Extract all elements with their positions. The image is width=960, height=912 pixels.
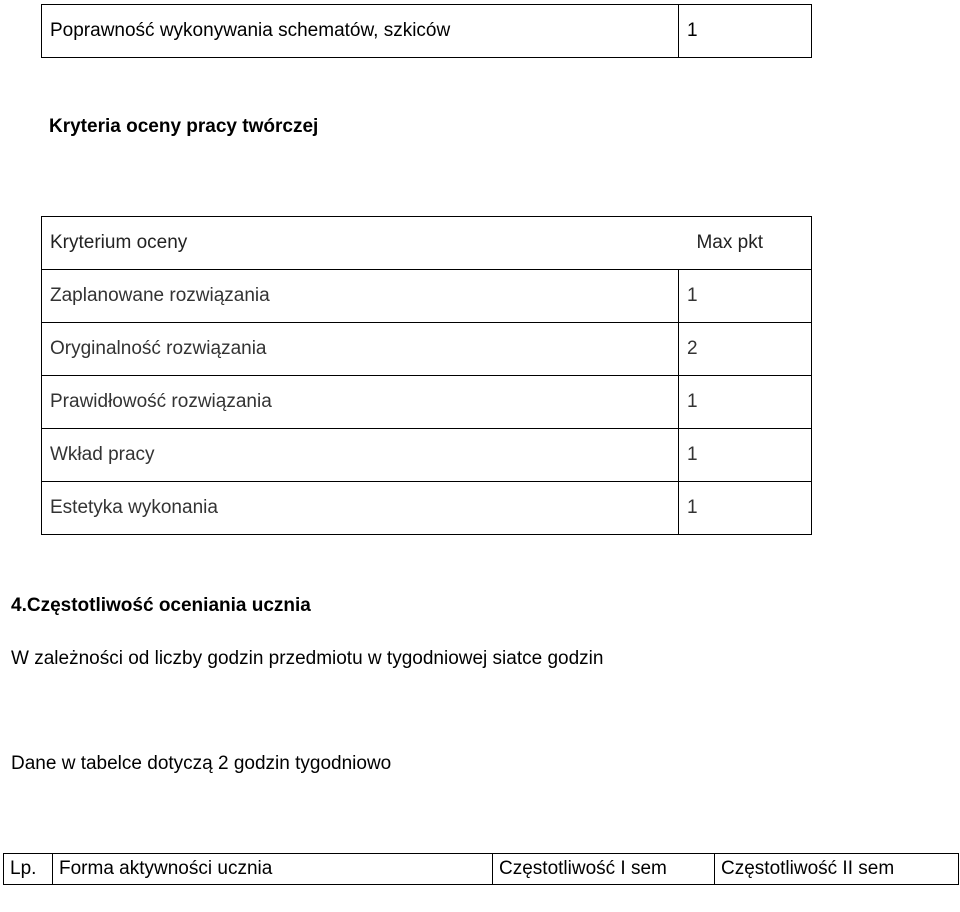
frequency-sem2-column-header: Częstotliwość II sem <box>715 854 959 885</box>
criterion-label: Oryginalność rozwiązania <box>42 323 679 376</box>
table-row <box>42 270 812 323</box>
table-row <box>42 323 812 376</box>
activity-frequency-table <box>3 853 959 885</box>
criterion-points: 1 <box>679 429 812 482</box>
table-row <box>42 429 812 482</box>
creative-work-table <box>41 216 812 535</box>
criterion-label: Poprawność wykonywania schematów, szkiców <box>42 5 679 58</box>
criterion-label: Wkład pracy <box>42 429 679 482</box>
frequency-heading: 4.Częstotliwość oceniania ucznia <box>11 595 311 616</box>
criterion-points: 2 <box>679 323 812 376</box>
table-header-row <box>4 854 959 885</box>
criterion-label: Prawidłowość rozwiązania <box>42 376 679 429</box>
top-table <box>41 4 812 58</box>
criterion-points: 1 <box>679 482 812 535</box>
table-header-row <box>42 217 812 270</box>
frequency-note: Dane w tabelce dotyczą 2 godzin tygodniowo <box>11 753 392 774</box>
criterion-label: Estetyka wykonania <box>42 482 679 535</box>
lp-column-header: Lp. <box>4 854 53 885</box>
criterion-column-header: Kryterium oceny <box>42 217 679 270</box>
frequency-paragraph: W zależności od liczby godzin przedmiotu w tygodniowej siatce godzin <box>11 648 604 669</box>
criterion-points: 1 <box>679 5 812 58</box>
activity-form-column-header: Forma aktywności ucznia <box>53 854 493 885</box>
table-row <box>42 482 812 535</box>
creative-work-heading: Kryteria oceny pracy twórczej <box>49 116 319 137</box>
criterion-label: Zaplanowane rozwiązania <box>42 270 679 323</box>
frequency-sem1-column-header: Częstotliwość I sem <box>493 854 715 885</box>
max-points-column-header: Max pkt <box>679 217 812 270</box>
criterion-points: 1 <box>679 270 812 323</box>
table-row <box>42 5 812 58</box>
table-row <box>42 376 812 429</box>
criterion-points: 1 <box>679 376 812 429</box>
